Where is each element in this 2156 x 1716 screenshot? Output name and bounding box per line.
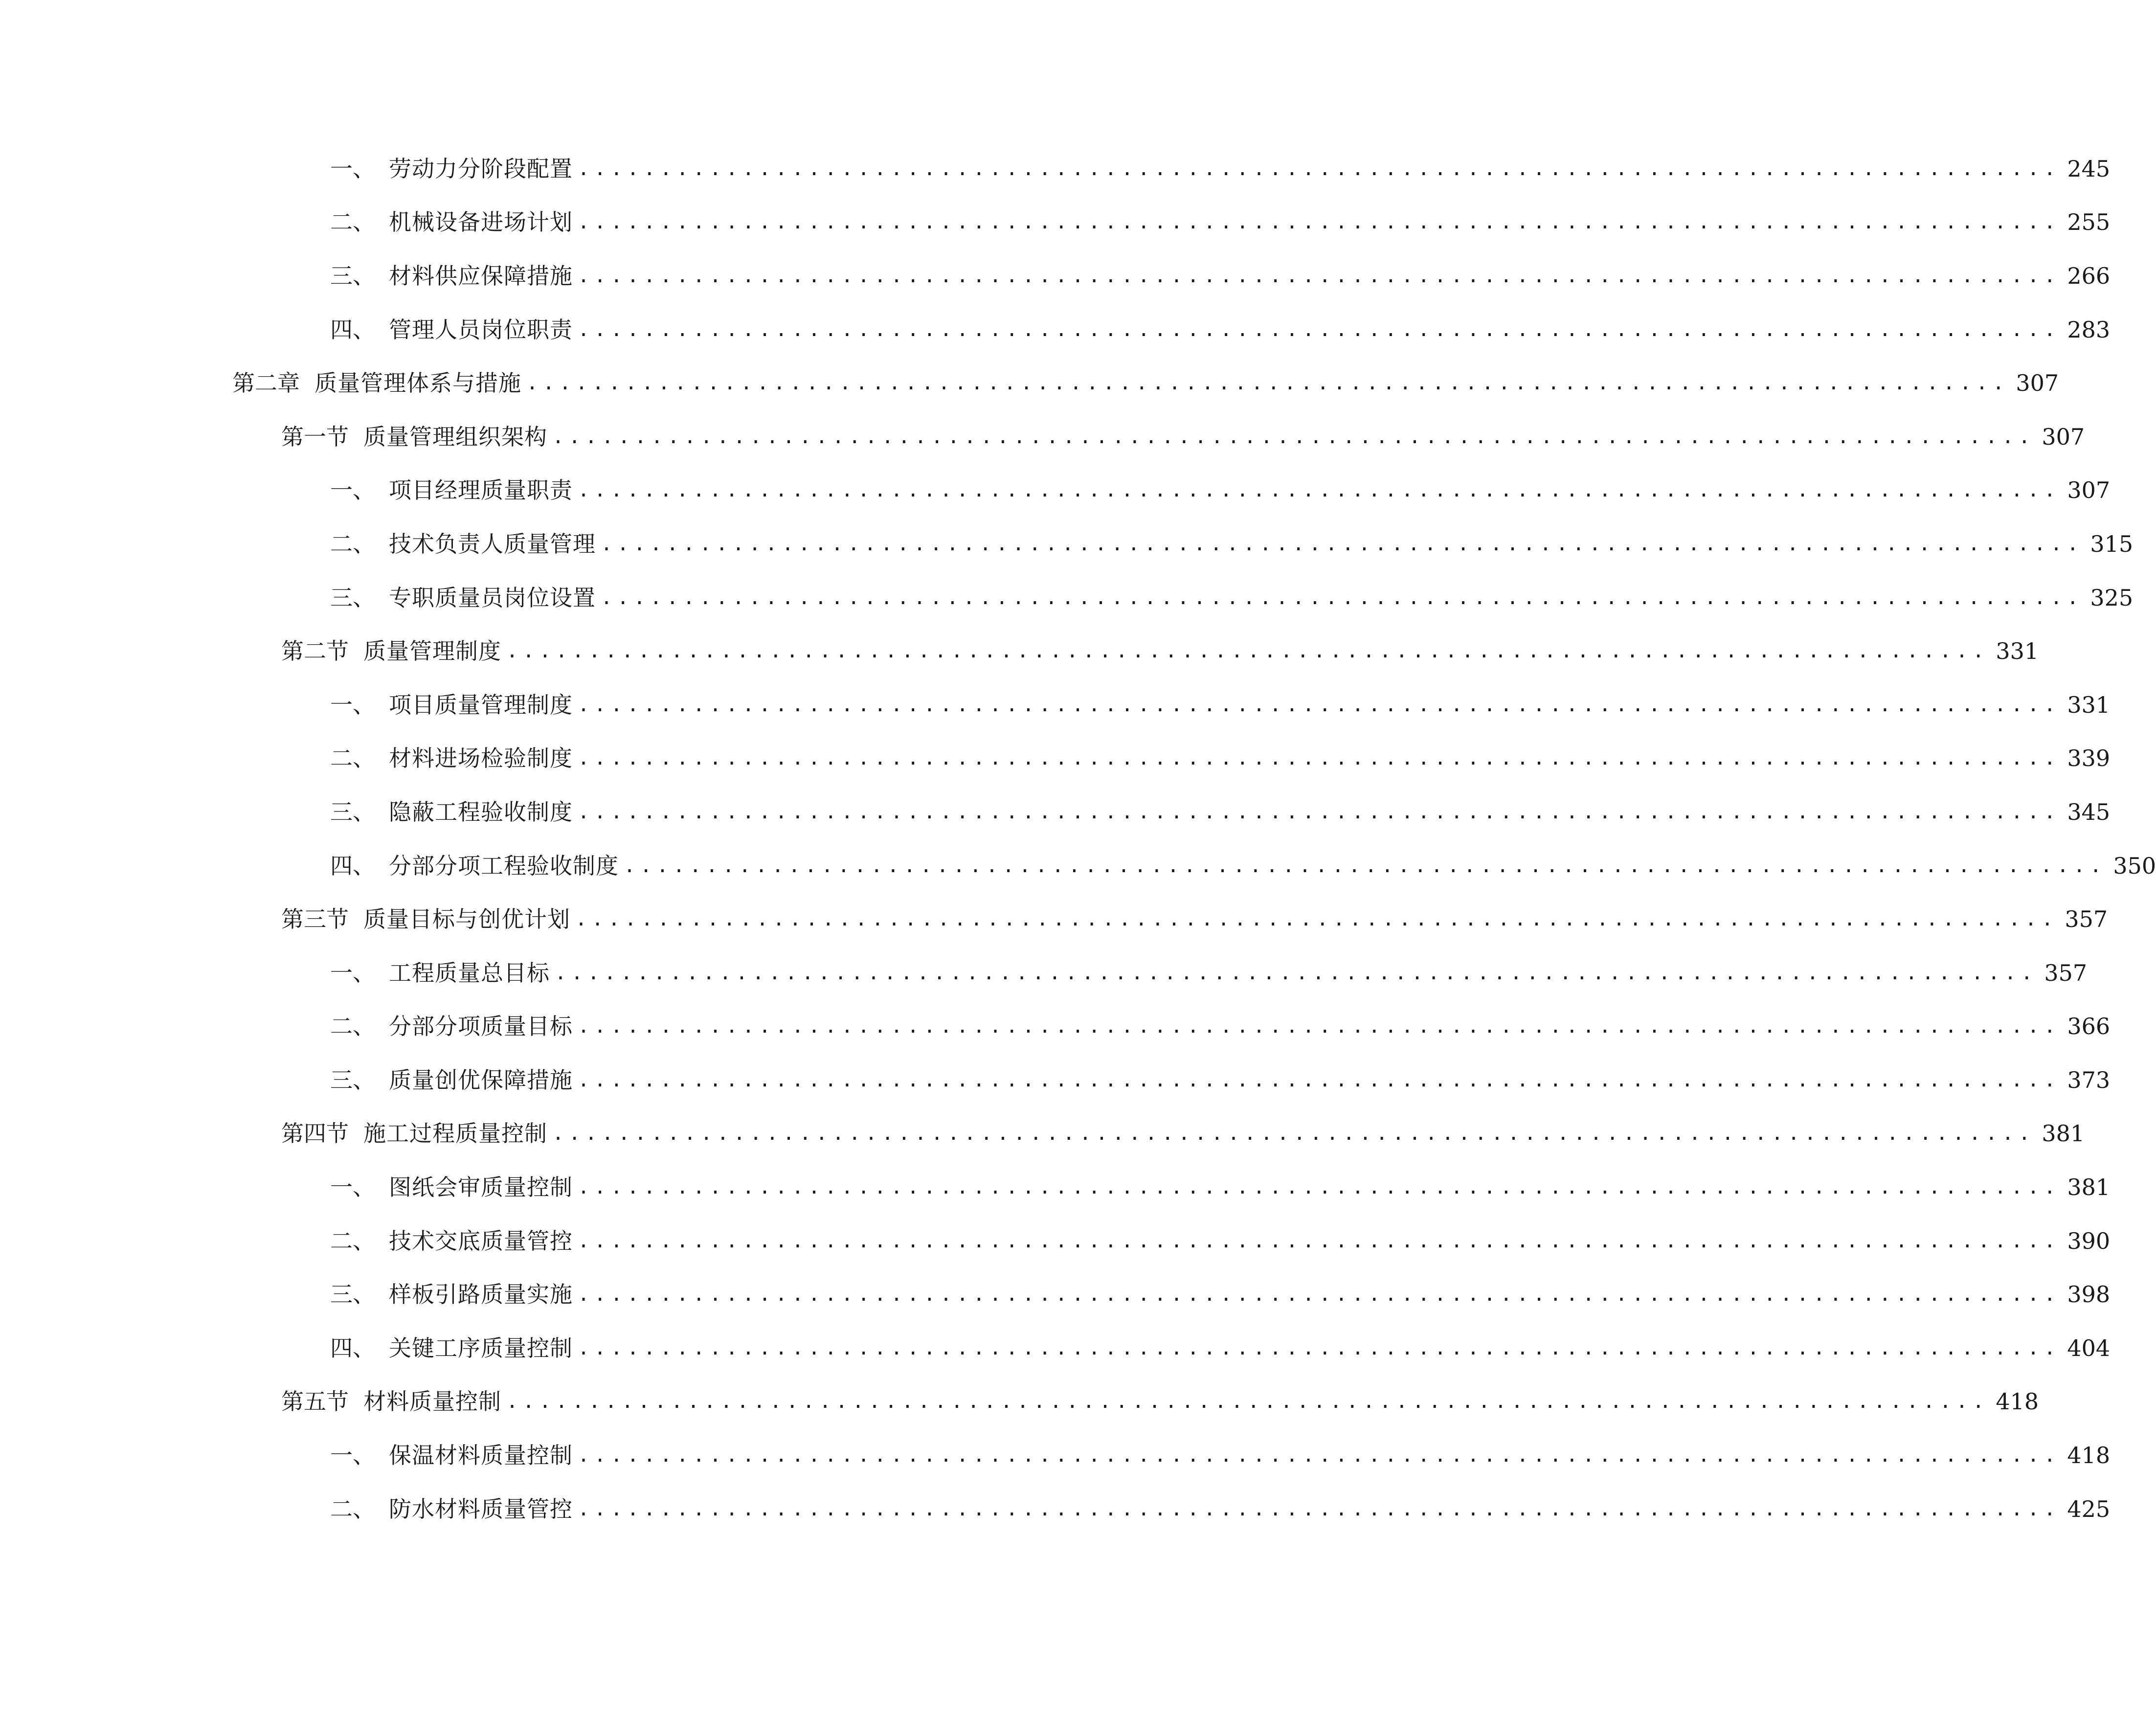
toc-entry-page: 418 bbox=[1996, 1388, 2039, 1415]
toc-entry-page: 398 bbox=[2067, 1281, 2111, 1308]
toc-dot-leader: .......................................................................................... bbox=[578, 1497, 2061, 1520]
toc-entry-title: 工程质量总目标 bbox=[389, 959, 550, 986]
table-of-contents bbox=[0, 142, 2156, 1535]
toc-entry[interactable] bbox=[0, 1267, 2111, 1321]
toc-entry-number: 二、 bbox=[330, 1227, 375, 1254]
toc-entry-page: 418 bbox=[2067, 1442, 2111, 1469]
toc-entry-page: 357 bbox=[2065, 906, 2108, 933]
toc-dot-leader: .......................................................................................... bbox=[578, 693, 2061, 716]
toc-dot-leader: .......................................................................................... bbox=[578, 1229, 2061, 1252]
toc-entry-title: 质量管理制度 bbox=[363, 638, 501, 665]
toc-entry-number: 一、 bbox=[330, 959, 375, 986]
toc-entry[interactable] bbox=[0, 249, 2111, 303]
toc-entry-title: 质量管理组织架构 bbox=[363, 423, 547, 450]
toc-entry-title: 分部分项质量目标 bbox=[389, 1013, 573, 1040]
toc-entry-number: 第一节 bbox=[281, 423, 349, 450]
toc-entry-page: 350 bbox=[2113, 852, 2156, 879]
toc-entry-title: 材料进场检验制度 bbox=[389, 745, 573, 772]
toc-dot-leader: .......................................................................................... bbox=[578, 479, 2061, 502]
toc-entry-number: 一、 bbox=[330, 155, 375, 182]
toc-entry-title: 专职质量员岗位设置 bbox=[389, 584, 596, 611]
toc-entry-title: 机械设备进场计划 bbox=[389, 209, 573, 236]
toc-entry-number: 二、 bbox=[330, 1013, 375, 1040]
toc-entry-title: 劳动力分阶段配置 bbox=[389, 155, 573, 182]
toc-dot-leader: .......................................................................................... bbox=[578, 1336, 2061, 1359]
toc-dot-leader: .......................................................................................... bbox=[578, 211, 2061, 234]
toc-dot-leader: .......................................................................................... bbox=[575, 908, 2058, 931]
toc-dot-leader: .......................................................................................... bbox=[578, 1444, 2061, 1467]
toc-dot-leader: .......................................................................................... bbox=[601, 586, 2084, 609]
toc-entry-page: 390 bbox=[2067, 1227, 2111, 1254]
toc-dot-leader: .......................................................................................... bbox=[601, 532, 2084, 555]
toc-dot-leader: .......................................................................................... bbox=[506, 1390, 1989, 1413]
toc-entry-title: 技术负责人质量管理 bbox=[389, 530, 596, 557]
toc-entry-number: 四、 bbox=[330, 852, 375, 879]
toc-entry[interactable] bbox=[0, 1428, 2111, 1482]
toc-entry[interactable] bbox=[0, 571, 2134, 625]
toc-dot-leader: .......................................................................................... bbox=[555, 961, 2038, 984]
toc-dot-leader: .......................................................................................... bbox=[526, 372, 2009, 395]
toc-section-entry[interactable] bbox=[0, 1375, 2039, 1429]
toc-dot-leader: .......................................................................................... bbox=[578, 1015, 2061, 1038]
toc-entry[interactable] bbox=[0, 464, 2111, 518]
toc-entry-page: 307 bbox=[2016, 370, 2059, 397]
toc-entry-page: 331 bbox=[1996, 638, 2039, 665]
toc-entry[interactable] bbox=[0, 732, 2111, 786]
toc-entry-number: 二、 bbox=[330, 209, 375, 236]
toc-entry-number: 三、 bbox=[330, 1066, 375, 1093]
toc-entry-page: 404 bbox=[2067, 1334, 2111, 1361]
toc-entry-page: 345 bbox=[2067, 798, 2111, 825]
toc-dot-leader: .......................................................................................... bbox=[578, 800, 2061, 823]
toc-entry-page: 357 bbox=[2044, 959, 2088, 986]
toc-entry-page: 373 bbox=[2067, 1066, 2111, 1093]
toc-entry-title: 施工过程质量控制 bbox=[363, 1120, 547, 1147]
toc-entry-number: 三、 bbox=[330, 1281, 375, 1308]
toc-entry-page: 315 bbox=[2090, 530, 2134, 557]
toc-dot-leader: .......................................................................................... bbox=[624, 854, 2107, 877]
toc-entry-page: 366 bbox=[2067, 1013, 2111, 1040]
toc-entry-title: 质量目标与创优计划 bbox=[363, 906, 570, 933]
toc-entry-page: 283 bbox=[2067, 316, 2111, 343]
toc-entry[interactable] bbox=[0, 946, 2088, 1000]
toc-entry-title: 材料质量控制 bbox=[363, 1388, 501, 1415]
toc-entry-number: 第四节 bbox=[281, 1120, 349, 1147]
toc-dot-leader: .......................................................................................... bbox=[552, 425, 2035, 448]
toc-entry[interactable] bbox=[0, 142, 2111, 196]
toc-entry[interactable] bbox=[0, 1000, 2111, 1054]
toc-section-entry[interactable] bbox=[0, 892, 2108, 946]
toc-entry-number: 第二章 bbox=[232, 370, 300, 397]
toc-entry-title: 图纸会审质量控制 bbox=[389, 1174, 573, 1201]
toc-entry-number: 一、 bbox=[330, 691, 375, 718]
toc-dot-leader: .......................................................................................... bbox=[578, 1283, 2061, 1306]
toc-entry-number: 三、 bbox=[330, 262, 375, 289]
toc-entry-title: 材料供应保障措施 bbox=[389, 262, 573, 289]
toc-section-entry[interactable] bbox=[0, 624, 2039, 678]
toc-entry[interactable] bbox=[0, 1214, 2111, 1268]
toc-entry[interactable] bbox=[0, 1321, 2111, 1375]
toc-entry-number: 一、 bbox=[330, 1442, 375, 1469]
toc-entry-number: 第五节 bbox=[281, 1388, 349, 1415]
toc-entry-title: 质量创优保障措施 bbox=[389, 1066, 573, 1093]
toc-chapter-entry[interactable] bbox=[0, 356, 2059, 410]
toc-entry-title: 项目质量管理制度 bbox=[389, 691, 573, 718]
toc-dot-leader: .......................................................................................... bbox=[578, 1068, 2061, 1091]
toc-entry-number: 一、 bbox=[330, 477, 375, 504]
toc-section-entry[interactable] bbox=[0, 1107, 2085, 1161]
toc-dot-leader: .......................................................................................... bbox=[506, 640, 1989, 663]
toc-entry-number: 三、 bbox=[330, 584, 375, 611]
toc-entry[interactable] bbox=[0, 1482, 2111, 1536]
toc-entry-number: 二、 bbox=[330, 745, 375, 772]
toc-entry[interactable] bbox=[0, 517, 2134, 571]
toc-dot-leader: .......................................................................................... bbox=[578, 747, 2061, 770]
toc-entry-number: 四、 bbox=[330, 1334, 375, 1361]
toc-entry-number: 第二节 bbox=[281, 638, 349, 665]
toc-entry-title: 关键工序质量控制 bbox=[389, 1334, 573, 1361]
toc-entry-page: 307 bbox=[2067, 477, 2111, 504]
toc-entry-title: 技术交底质量管控 bbox=[389, 1227, 573, 1254]
toc-entry-title: 质量管理体系与措施 bbox=[314, 370, 521, 397]
toc-entry[interactable] bbox=[0, 1053, 2111, 1107]
toc-entry-title: 样板引路质量实施 bbox=[389, 1281, 573, 1308]
toc-dot-leader: .......................................................................................... bbox=[578, 1176, 2061, 1199]
toc-entry-number: 二、 bbox=[330, 530, 375, 557]
toc-entry-title: 防水材料质量管控 bbox=[389, 1495, 573, 1522]
toc-dot-leader: .......................................................................................... bbox=[552, 1122, 2035, 1145]
toc-entry[interactable] bbox=[0, 785, 2111, 839]
toc-entry[interactable] bbox=[0, 196, 2111, 249]
toc-entry-number: 四、 bbox=[330, 316, 375, 343]
toc-entry-page: 339 bbox=[2067, 745, 2111, 772]
toc-entry-number: 二、 bbox=[330, 1495, 375, 1522]
toc-entry-page: 381 bbox=[2042, 1120, 2085, 1147]
toc-dot-leader: .......................................................................................... bbox=[578, 157, 2061, 180]
toc-dot-leader: .......................................................................................... bbox=[578, 264, 2061, 287]
toc-entry-page: 255 bbox=[2067, 209, 2111, 236]
toc-entry-title: 隐蔽工程验收制度 bbox=[389, 798, 573, 825]
toc-entry-title: 项目经理质量职责 bbox=[389, 477, 573, 504]
toc-entry-title: 保温材料质量控制 bbox=[389, 1442, 573, 1469]
toc-entry-page: 381 bbox=[2067, 1174, 2111, 1201]
toc-entry[interactable] bbox=[0, 1160, 2111, 1214]
toc-entry-number: 一、 bbox=[330, 1174, 375, 1201]
toc-entry-number: 三、 bbox=[330, 798, 375, 825]
toc-entry-page: 425 bbox=[2067, 1495, 2111, 1522]
toc-entry-page: 245 bbox=[2067, 155, 2111, 182]
toc-entry-number: 第三节 bbox=[281, 906, 349, 933]
toc-entry[interactable] bbox=[0, 678, 2111, 732]
toc-entry-page: 331 bbox=[2067, 691, 2111, 718]
toc-entry[interactable] bbox=[0, 839, 2156, 893]
toc-dot-leader: .......................................................................................... bbox=[578, 318, 2061, 341]
toc-entry-page: 307 bbox=[2042, 423, 2085, 450]
toc-entry-title: 分部分项工程验收制度 bbox=[389, 852, 619, 879]
toc-entry-page: 266 bbox=[2067, 262, 2111, 289]
toc-entry[interactable] bbox=[0, 303, 2111, 357]
toc-section-entry[interactable] bbox=[0, 410, 2085, 464]
toc-entry-page: 325 bbox=[2090, 584, 2134, 611]
toc-entry-title: 管理人员岗位职责 bbox=[389, 316, 573, 343]
